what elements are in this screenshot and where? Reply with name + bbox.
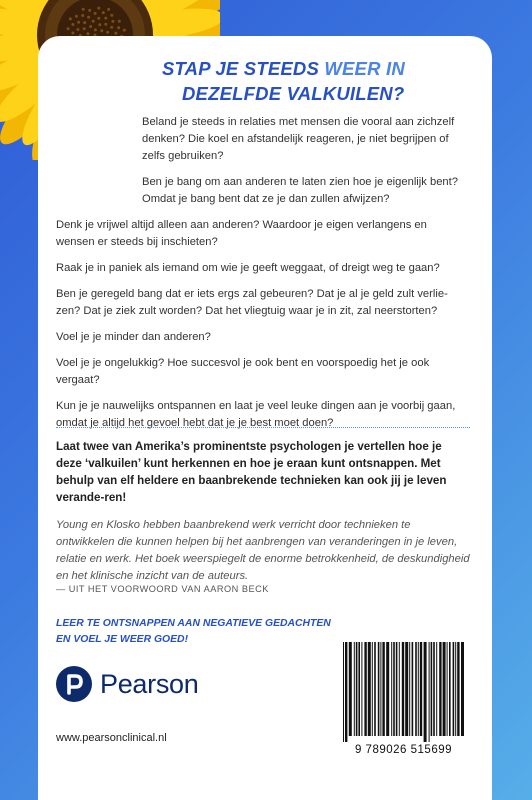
- seed: [100, 29, 103, 32]
- barcode-bar: [374, 642, 376, 736]
- intro-paragraph: Laat twee van Amerika’s prominentste psychologen je vertellen hoe je deze ‘valkuilen’ kunt herkennen en hoe je eraan kunt ontsnappen. Met behulp van elf heldere en baanbrekende technieken kan ook jij je leven verande-ren!: [56, 440, 447, 504]
- question-item: Denk je vrijwel altijd alleen aan anderen? Waardoor je eigen verlangens en wensen er steeds bij inschieten?: [56, 219, 427, 248]
- barcode-bar: [429, 642, 430, 742]
- pearson-logo-icon: [56, 666, 92, 702]
- barcode-bar: [382, 642, 384, 736]
- seed: [106, 31, 109, 34]
- seed: [75, 15, 78, 18]
- barcode-bar: [436, 642, 437, 736]
- barcode-bar: [356, 642, 358, 736]
- barcode-bar: [443, 642, 446, 736]
- question-item: Beland je steeds in relaties met mensen die vooral aan zichzelf denken? Die koel en afstandelijk reageren, je niet begrijpen of zelfs gebruiken?: [142, 116, 455, 162]
- dotted-divider: [56, 427, 470, 428]
- question-list: [56, 114, 468, 441]
- seed: [107, 8, 110, 11]
- barcode-bar: [343, 642, 344, 742]
- headline-part1: STAP JE STEEDS: [162, 58, 325, 79]
- headline: [162, 56, 462, 106]
- seed: [76, 28, 79, 31]
- seed: [69, 17, 72, 20]
- seed: [89, 25, 92, 28]
- barcode-bar: [453, 642, 455, 736]
- barcode-bar: [415, 642, 417, 736]
- question-item: Ben je geregeld bang dat er iets ergs zal gebeuren? Dat je al je geld zult verlie-zen? Dat je ziek zult worden? Dat het vliegtuig waar je in zit, zal neerstorten?: [56, 288, 448, 317]
- barcode-bar: [396, 642, 398, 736]
- barcode-bar: [372, 642, 373, 736]
- barcode-bar: [349, 642, 352, 736]
- publisher-logo: [56, 666, 198, 702]
- barcode-bar: [354, 642, 355, 736]
- seed: [86, 32, 89, 35]
- barcode-bar: [386, 642, 389, 736]
- seed: [82, 8, 85, 11]
- cta-line2: EN VOEL JE WEER GOED!: [56, 634, 189, 645]
- seed: [110, 14, 113, 17]
- barcode-bar: [424, 642, 427, 742]
- seed: [94, 12, 97, 15]
- barcode-bar: [420, 642, 422, 736]
- seed: [114, 32, 117, 35]
- barcode-bar: [418, 642, 419, 736]
- seed: [92, 20, 95, 23]
- barcode-bar: [378, 642, 380, 736]
- barcode-bar: [461, 642, 464, 736]
- barcode-bar: [439, 642, 441, 736]
- barcode-bar: [402, 642, 404, 736]
- barcode-icon: [333, 638, 474, 742]
- seed: [111, 20, 114, 23]
- headline-part2: WEER IN: [324, 58, 405, 79]
- barcode-bar: [431, 642, 433, 736]
- isbn-barcode: [333, 638, 474, 768]
- seed: [98, 23, 101, 26]
- seed: [67, 27, 70, 30]
- question-item: Kun je je nauwelijks ontspannen en laat je veel leuke dingen aan je voorbij gaan, omdat je altijd het gevoel hebt dat je je best moet doen?: [56, 400, 456, 429]
- seed: [118, 20, 121, 23]
- seed: [71, 23, 74, 26]
- question-item: Voel je je ongelukkig? Hoe succesvol je ook bent en voorspoedig het je ook vergaat?: [56, 357, 430, 386]
- seed: [88, 9, 91, 12]
- seed: [71, 32, 74, 35]
- barcode-bar: [457, 642, 459, 736]
- barcode-bar: [361, 642, 362, 736]
- seed: [123, 29, 126, 32]
- barcode-bar: [358, 642, 360, 736]
- seed: [94, 28, 97, 31]
- quote-attribution: — UIT HET VOORWOORD VAN AARON BECK: [56, 584, 269, 594]
- seed: [104, 17, 107, 20]
- question-item: Ben je bang om aan anderen te laten zien hoe je eigenlijk bent? Omdat je bang bent dat ze je dan zullen afwijzen?: [142, 176, 458, 205]
- barcode-bar: [447, 642, 448, 736]
- barcode-bar: [455, 642, 456, 736]
- seed: [81, 14, 84, 17]
- barcode-bar: [412, 642, 414, 736]
- seed: [77, 21, 80, 24]
- barcode-number: 9 789026 515699: [354, 744, 453, 756]
- headline-part3: DEZELFDE VALKUILEN?: [182, 83, 405, 104]
- foreword-quote: Young en Klosko hebben baanbrekend werk verricht door technieken te ontwikkelen die kunnen helpen bij het aanbrengen van veranderingen in je leven, relatie en werk. Het boek weerspiegelt de enorme betrokkenheid, de deskundigheid en het klinische inzicht van de auteurs.: [56, 519, 470, 582]
- publisher-name: Pearson: [100, 668, 199, 699]
- seed: [117, 26, 120, 29]
- seed: [97, 7, 100, 10]
- barcode-bar: [433, 642, 435, 736]
- barcode-bar: [393, 642, 395, 736]
- barcode-bar: [391, 642, 392, 736]
- publisher-url: www.pearsonclinical.nl: [56, 732, 167, 744]
- question-item: Voel je je minder dan anderen?: [56, 331, 211, 343]
- barcode-bar: [368, 642, 371, 736]
- question-item: Raak je in paniek als iemand om wie je geeft weggaat, of dreigt weg te gaan?: [56, 262, 440, 274]
- barcode-bar: [380, 642, 381, 736]
- barcode-bar: [399, 642, 400, 736]
- seed: [104, 23, 107, 26]
- seed: [102, 11, 105, 14]
- cta-line1: LEER TE ONTSNAPPEN AAN NEGATIEVE GEDACHTEN: [56, 618, 331, 629]
- barcode-bar: [364, 642, 366, 736]
- seed: [87, 16, 90, 19]
- barcode-bar: [345, 642, 347, 742]
- seed: [83, 27, 86, 30]
- barcode-bar: [449, 642, 451, 736]
- seed: [110, 26, 113, 29]
- seed: [97, 17, 100, 20]
- barcode-bar: [405, 642, 408, 736]
- seed: [83, 21, 86, 24]
- barcode-bar: [409, 642, 410, 736]
